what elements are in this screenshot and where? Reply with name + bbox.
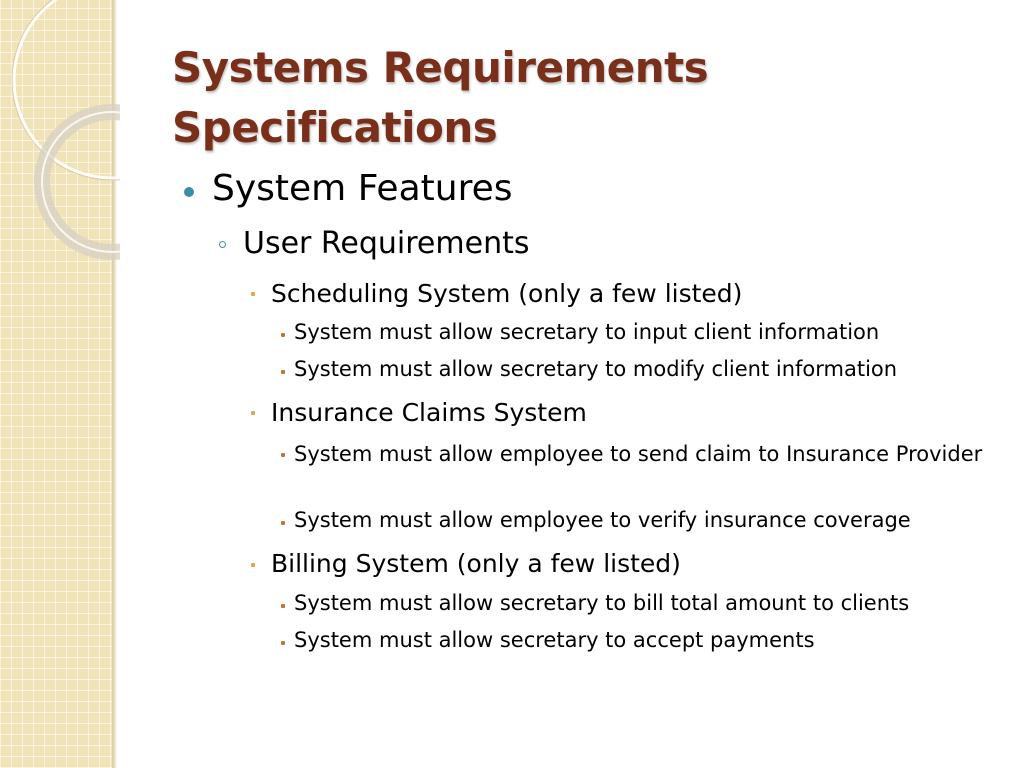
sub-bullet-icon bbox=[251, 563, 255, 567]
bullet-billing-system: Billing System (only a few listed) bbox=[271, 549, 681, 578]
sub-bullet-icon bbox=[251, 292, 255, 296]
bullet-system-features: System Features bbox=[212, 168, 513, 209]
bullet-icon bbox=[184, 187, 194, 197]
sub-bullet-icon bbox=[251, 411, 255, 415]
sub-bullet-icon bbox=[281, 370, 285, 374]
bullet-bill-total: System must allow secretary to bill total amount to clients bbox=[294, 591, 910, 615]
bullet-scheduling-system: Scheduling System (only a few listed) bbox=[271, 279, 743, 308]
sub-bullet-icon bbox=[281, 333, 285, 337]
sub-bullet-icon bbox=[219, 241, 226, 248]
bullet-insurance-claims: Insurance Claims System bbox=[271, 398, 587, 427]
sub-bullet-icon bbox=[281, 604, 285, 608]
bullet-ins-verify: System must allow employee to verify insurance coverage bbox=[294, 508, 911, 532]
sub-bullet-icon bbox=[281, 521, 285, 525]
bullet-sched-input: System must allow secretary to input client information bbox=[294, 320, 880, 344]
bullet-sched-modify: System must allow secretary to modify client information bbox=[294, 357, 898, 381]
sub-bullet-icon bbox=[281, 453, 285, 457]
sub-bullet-icon bbox=[281, 641, 285, 645]
title-line-1: Systems Requirements bbox=[172, 43, 709, 92]
bullet-bill-payments: System must allow secretary to accept payments bbox=[294, 628, 815, 652]
bullet-user-requirements: User Requirements bbox=[243, 226, 530, 261]
bullet-ins-send-claim: System must allow employee to send claim to Insurance Provider bbox=[294, 442, 983, 466]
title-line-2: Specifications bbox=[172, 103, 498, 152]
